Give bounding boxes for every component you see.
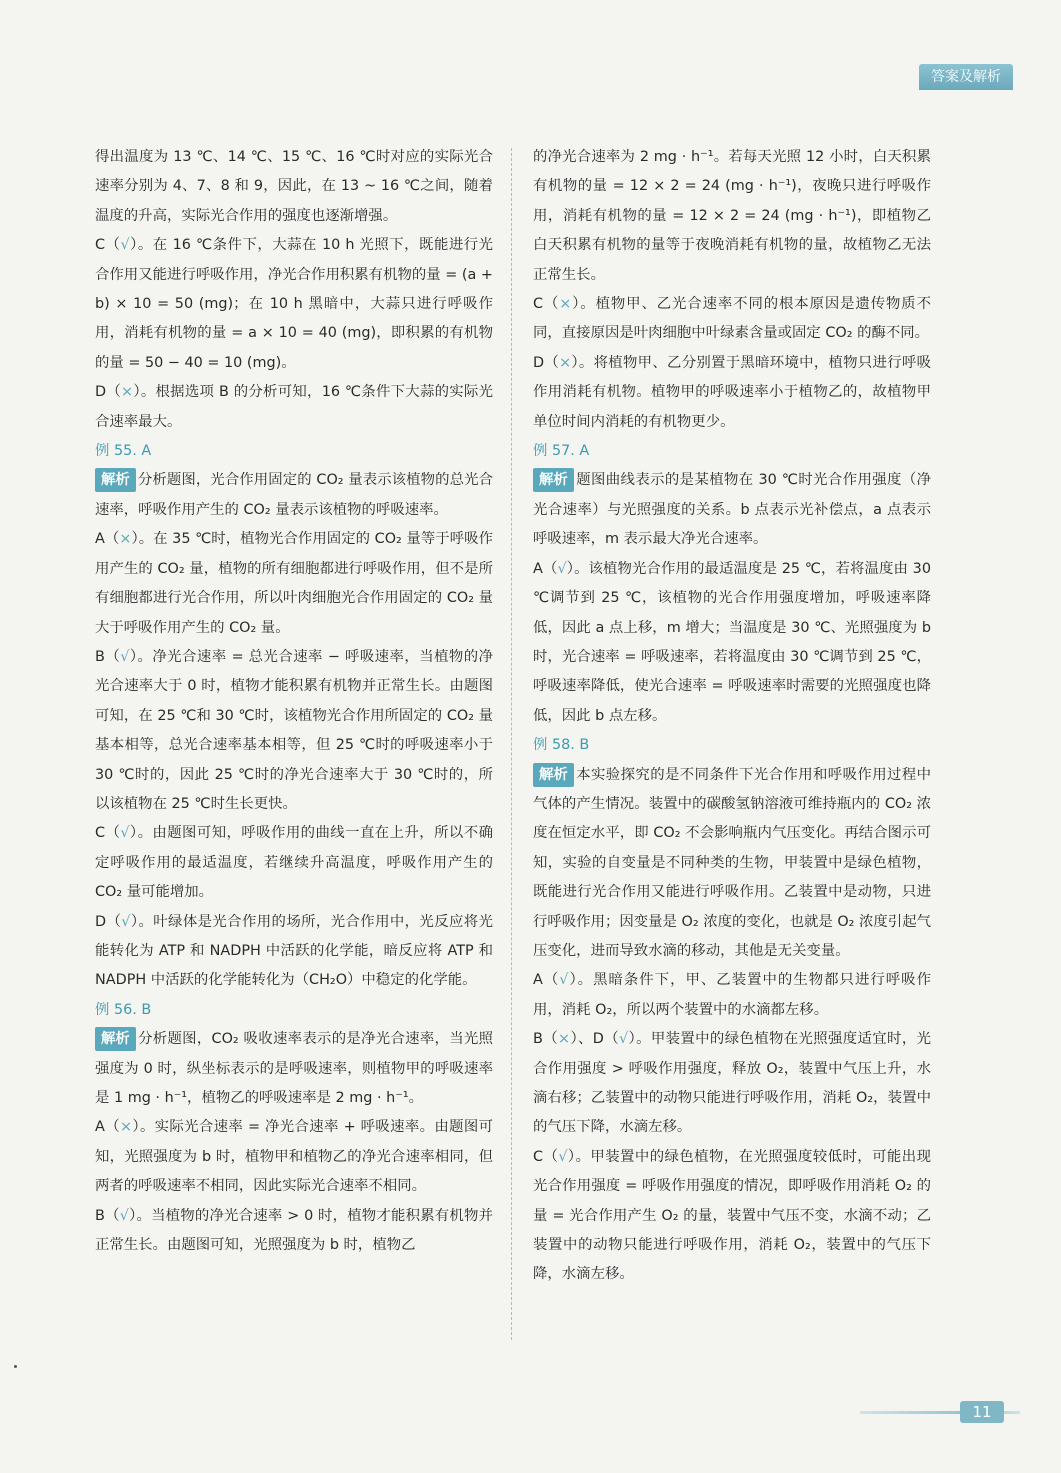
analysis-paragraph — [95, 466, 493, 525]
paragraph-text: 得出温度为 13 ℃、14 ℃、15 ℃、16 ℃时对应的实际光合速率分别为 4、7、8 和 9，因此，在 13 ~ 16 ℃之间，随着温度的升高，实际光合作用的强度也逐渐增强。 — [95, 149, 493, 224]
example-heading — [95, 996, 493, 1025]
option-letter: A — [533, 560, 543, 577]
option-paragraph: B（√）。净光合速率 = 总光合速率 − 呼吸速率，当植物的净光合速率大于 0 时，植物才能积累有机物并正常生长。由题图可知，在 25 ℃和 30 ℃时，该植物光合作用所固定的 CO₂ 量基本相等，总光合速率基本相等，但 25 ℃时的呼吸速率小于 30 ℃时的，因此 25 ℃时的净光合速率大于 30 ℃时的，所以该植物在 25 ℃时生长更快。 — [95, 648, 493, 812]
option-letter: A — [95, 531, 105, 548]
option-paragraph: A（√）。黑暗条件下，甲、乙装置中的生物都只进行呼吸作用，消耗 O₂，所以两个装置中的水滴都左移。 — [533, 972, 931, 1018]
analysis-text: 题图曲线表示的是某植物在 30 ℃时光合作用强度（净光合速率）与光照强度的关系。b 点表示光补偿点，a 点表示呼吸速率，m 表示最大净光合速率。 — [533, 472, 931, 548]
judgement-mark: × — [119, 531, 132, 548]
option-letter: A — [533, 972, 543, 989]
judgement-mark: √ — [120, 825, 130, 842]
stray-dot — [14, 1365, 17, 1368]
paragraph — [533, 143, 931, 290]
judgement-mark: × — [558, 1031, 571, 1048]
example-heading — [533, 437, 931, 466]
analysis-paragraph — [95, 1025, 493, 1113]
option-letter: D — [592, 1031, 604, 1048]
example-heading — [533, 731, 931, 760]
judgement-mark: × — [559, 354, 572, 371]
judgement-mark: √ — [559, 972, 569, 989]
option-paragraph: D（×）。根据选项 B 的分析可知，16 ℃条件下大蒜的实际光合速率最大。 — [95, 384, 493, 430]
option-text: 。植物甲、乙光合速率不同的根本原因是遗传物质不同，直接原因是叶肉细胞中叶绿素含量或固定 CO₂ 的酶不同。 — [533, 296, 931, 342]
option-letter: B — [95, 1207, 105, 1224]
option-letter: A — [95, 1119, 105, 1136]
example-label: 例 58. B — [533, 737, 590, 754]
judgement-mark: √ — [119, 1207, 129, 1224]
option-text: 。净光合速率 = 总光合速率 − 呼吸速率，当植物的净光合速率大于 0 时，植物才能积累有机物并正常生长。由题图可知，在 25 ℃和 30 ℃时，该植物光合作用所固定的 CO₂ 量基本相等，总光合速率基本相等，但 25 ℃时的呼吸速率小于 30 ℃时的，因此 25 ℃时的净光合速率大于 30 ℃时的，所以该植物在 25 ℃时生长更快。 — [95, 648, 493, 812]
option-paragraph: B（×）、D（√）。甲装置中的绿色植物在光照强度适宜时，光合作用强度 > 呼吸作用强度，释放 O₂，装置中气压上升，水滴右移；乙装置中的动物只能进行呼吸作用，消耗 O₂，装置中的气压下降，水滴左移。 — [533, 1031, 931, 1136]
option-text: 。黑暗条件下，甲、乙装置中的生物都只进行呼吸作用，消耗 O₂，所以两个装置中的水滴都左移。 — [533, 972, 931, 1018]
option-paragraph: A（×）。实际光合速率 = 净光合速率 + 呼吸速率。由题图可知，光照强度为 b 时，植物甲和植物乙的净光合速率相同，但两者的呼吸速率不相同，因此实际光合速率不相同。 — [95, 1119, 493, 1195]
option-text: 。在 35 ℃时，植物光合作用固定的 CO₂ 量等于呼吸作用产生的 CO₂ 量，植物的所有细胞都进行呼吸作用，但不是所有细胞都进行光合作用，所以叶肉细胞光合作用固定的 CO₂ 量大于呼吸作用产生的 CO₂ 量。 — [95, 531, 493, 636]
option-letter: D — [95, 384, 107, 401]
analysis-paragraph — [533, 761, 931, 967]
page-number: 11 — [960, 1401, 1004, 1423]
example-heading — [95, 437, 493, 466]
column-divider — [511, 148, 512, 1340]
analysis-text: 分析题图，光合作用固定的 CO₂ 量表示该植物的总光合速率，呼吸作用产生的 CO₂ 量表示该植物的呼吸速率。 — [95, 472, 493, 518]
option-text: 。由题图可知，呼吸作用的曲线一直在上升，所以不确定呼吸作用的最适温度，若继续升高温度，呼吸作用产生的 CO₂ 量可能增加。 — [95, 825, 493, 901]
paragraph-text: 的净光合速率为 2 mg · h⁻¹。若每天光照 12 小时，白天积累有机物的量 = 12 × 2 = 24 (mg · h⁻¹)，夜晚只进行呼吸作用，消耗有机物的量 = 12 × 2 = 24 (mg · h⁻¹)，即植物乙白天积累有机物的量等于夜晚消耗有机物的量，故植物乙无法正常生长。 — [533, 149, 931, 283]
analysis-tag: 解析 — [533, 763, 574, 787]
option-paragraph: C（√）。由题图可知，呼吸作用的曲线一直在上升，所以不确定呼吸作用的最适温度，若继续升高温度，呼吸作用产生的 CO₂ 量可能增加。 — [95, 825, 493, 901]
option-paragraph: C（√）。在 16 ℃条件下，大蒜在 10 h 光照下，既能进行光合作用又能进行呼吸作用，净光合作用积累有机物的量 = (a + b) × 10 = 50 (mg)；在 10 h 黑暗中，大蒜只进行呼吸作用，消耗有机物的量 = a × 10 = 40 (mg)，即积累的有机物的量 = 50 − 40 = 10 (mg)。 — [95, 237, 493, 371]
option-paragraph: B（√）。当植物的净光合速率 > 0 时，植物才能积累有机物并正常生长。由题图可知，光照强度为 b 时，植物乙 — [95, 1207, 493, 1254]
option-paragraph: C（√）。甲装置中的绿色植物，在光照强度较低时，可能出现光合作用强度 = 呼吸作用强度的情况，即呼吸作用消耗 O₂ 的量 = 光合作用产生 O₂ 的量，装置中气压不变，水滴不动；乙装置中的动物只能进行呼吸作用，消耗 O₂，装置中的气压下降，水滴左移。 — [533, 1148, 931, 1283]
judgement-mark: √ — [619, 1031, 629, 1048]
option-paragraph: A（×）。在 35 ℃时，植物光合作用固定的 CO₂ 量等于呼吸作用产生的 CO₂ 量，植物的所有细胞都进行呼吸作用，但不是所有细胞都进行光合作用，所以叶肉细胞光合作用固定的 CO₂ 量大于呼吸作用产生的 CO₂ 量。 — [95, 531, 493, 636]
judgement-mark: √ — [121, 913, 131, 930]
option-letter: C — [95, 825, 106, 842]
option-text: 。实际光合速率 = 净光合速率 + 呼吸速率。由题图可知，光照强度为 b 时，植物甲和植物乙的净光合速率相同，但两者的呼吸速率不相同，因此实际光合速率不相同。 — [95, 1119, 493, 1195]
judgement-mark: √ — [557, 560, 567, 577]
right-column — [533, 143, 931, 1290]
option-text: 。叶绿体是光合作用的场所，光合作用中，光反应将光能转化为 ATP 和 NADPH 中活跃的化学能，暗反应将 ATP 和 NADPH 中活跃的化学能转化为（CH₂O）中稳定的化学能。 — [95, 913, 493, 989]
judgement-mark: √ — [558, 1148, 568, 1165]
analysis-tag: 解析 — [95, 1027, 136, 1051]
option-letter: C — [533, 1148, 544, 1165]
option-letter: D — [95, 913, 107, 930]
option-text: 。甲装置中的绿色植物，在光照强度较低时，可能出现光合作用强度 = 呼吸作用强度的情况，即呼吸作用消耗 O₂ 的量 = 光合作用产生 O₂ 的量，装置中气压不变，水滴不动；乙装置中的动物只能进行呼吸作用，消耗 O₂，装置中的气压下降，水滴左移。 — [533, 1148, 931, 1283]
judgement-mark: √ — [120, 648, 130, 665]
option-paragraph: C（×）。植物甲、乙光合速率不同的根本原因是遗传物质不同，直接原因是叶肉细胞中叶绿素含量或固定 CO₂ 的酶不同。 — [533, 296, 931, 342]
section-header-tab: 答案及解析 — [919, 64, 1013, 90]
option-text: 。根据选项 B 的分析可知，16 ℃条件下大蒜的实际光合速率最大。 — [95, 384, 493, 430]
option-paragraph: A（√）。该植物光合作用的最适温度是 25 ℃，若将温度由 30 ℃调节到 25 ℃，该植物的光合作用强度增加，呼吸速率降低，因此 a 点上移，m 增大；当温度是 30 ℃、光照强度为 b 时，光合速率 = 呼吸速率，若将温度由 30 ℃调节到 25 ℃，呼吸速率降低，使光合速率 = 呼吸速率时需要的光照强度也降低，因此 b 点左移。 — [533, 560, 931, 724]
option-text: 。将植物甲、乙分别置于黑暗环境中，植物只进行呼吸作用消耗有机物。植物甲的呼吸速率小于植物乙的，故植物甲单位时间内消耗的有机物更少。 — [533, 354, 931, 430]
analysis-tag: 解析 — [95, 468, 136, 492]
analysis-text: 本实验探究的是不同条件下光合作用和呼吸作用过程中气体的产生情况。装置中的碳酸氢钠溶液可维持瓶内的 CO₂ 浓度在恒定水平，即 CO₂ 不会影响瓶内气压变化。再结合图示可知，实验的自变量是不同种类的生物，甲装置中是绿色植物，既能进行光合作用又能进行呼吸作用。乙装置中是动物，只进行呼吸作用；因变量是 O₂ 浓度的变化，也就是 O₂ 浓度引起气压变化，进而导致水滴的移动，其他是无关变量。 — [533, 766, 931, 959]
option-letter: D — [533, 354, 545, 371]
judgement-mark: √ — [120, 237, 130, 254]
judgement-mark: × — [121, 384, 134, 401]
option-letter: B — [95, 648, 105, 665]
option-letter: C — [95, 237, 106, 254]
example-label: 例 55. A — [95, 443, 152, 460]
option-text: 。当植物的净光合速率 > 0 时，植物才能积累有机物并正常生长。由题图可知，光照强度为 b 时，植物乙 — [95, 1207, 493, 1254]
analysis-tag: 解析 — [533, 468, 574, 492]
example-label: 例 56. B — [95, 1001, 152, 1018]
option-text: 。甲装置中的绿色植物在光照强度适宜时，光合作用强度 > 呼吸作用强度，释放 O₂，装置中气压上升，水滴右移；乙装置中的动物只能进行呼吸作用，消耗 O₂，装置中的气压下降，水滴左移。 — [533, 1031, 931, 1136]
analysis-paragraph — [533, 466, 931, 554]
option-paragraph: D（×）。将植物甲、乙分别置于黑暗环境中，植物只进行呼吸作用消耗有机物。植物甲的呼吸速率小于植物乙的，故植物甲单位时间内消耗的有机物更少。 — [533, 354, 931, 430]
option-paragraph: D（√）。叶绿体是光合作用的场所，光合作用中，光反应将光能转化为 ATP 和 NADPH 中活跃的化学能，暗反应将 ATP 和 NADPH 中活跃的化学能转化为（CH₂O）中稳定的化学能。 — [95, 913, 493, 989]
left-column — [95, 143, 493, 1260]
judgement-mark: × — [559, 296, 572, 313]
analysis-text: 分析题图，CO₂ 吸收速率表示的是净光合速率，当光照强度为 0 时，纵坐标表示的是呼吸速率，则植物甲的呼吸速率是 1 mg · h⁻¹，植物乙的呼吸速率是 2 mg · h⁻¹。 — [95, 1031, 493, 1106]
option-letter: C — [533, 296, 544, 313]
option-text: 。该植物光合作用的最适温度是 25 ℃，若将温度由 30 ℃调节到 25 ℃，该植物的光合作用强度增加，呼吸速率降低，因此 a 点上移，m 增大；当温度是 30 ℃、光照强度为 b 时，光合速率 = 呼吸速率，若将温度由 30 ℃调节到 25 ℃，呼吸速率降低，使光合速率 = 呼吸速率时需要的光照强度也降低，因此 b 点左移。 — [533, 560, 931, 724]
option-text: 。在 16 ℃条件下，大蒜在 10 h 光照下，既能进行光合作用又能进行呼吸作用，净光合作用积累有机物的量 = (a + b) × 10 = 50 (mg)；在 10 h 黑暗中，大蒜只进行呼吸作用，消耗有机物的量 = a × 10 = 40 (mg)，即积累的有机物的量 = 50 − 40 = 10 (mg)。 — [95, 237, 493, 371]
option-letter: B — [533, 1031, 543, 1048]
example-label: 例 57. A — [533, 443, 590, 460]
judgement-mark: × — [119, 1119, 133, 1136]
paragraph — [95, 143, 493, 231]
